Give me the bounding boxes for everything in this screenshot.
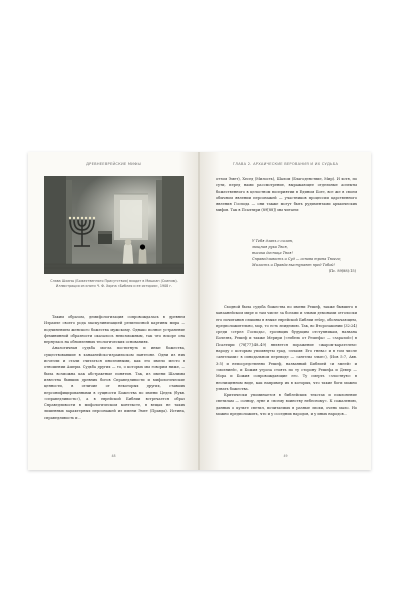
verse-line: мощная рука Твоя,	[252, 245, 288, 249]
body-text	[44, 314, 185, 421]
paragraph: Аналогичная судьба могла постигнуть и иные божества, существовавшие в ханаанейско-израильском пантеоне. Одни из них исчезли и стали считаться иноземными, как это имело место в отношении Ашеры. Судьба других — то, о которых мы говорим ниже, — была возможна как абстрактные понятия. Так, из имени Шалимы известна бывших древних богов Справедливости и мифологические ценности, в отличие от некоторых других, ставших персонифицированными в сущности Божества по имени Цедек (букв. «справедливость»), а в еврейской Библии встречается образ Справедливости в мифологическом контексте, в вещах не таких лишенных характерных персонажей из имени Эмет (Правда). Истина, справедливость и...	[44, 346, 185, 420]
caption-line: Иллюстрация из книги Ч. Ф. Хорна «Библия и ее история», 1908 г.	[55, 284, 173, 288]
paragraph: оттом Эмет), Хесед (Милость), Шалом (Благоденствие, Мир). И хотя, по сути, перед нами рассмотрение, выражающее отдельные аспекты божественного в целостном восприятии в Едином Боге, все же в своем обычном явлении персонажей — участников процессии царственного явления Господа — они также могут быть рудиментами архаических мифов. Так в Псалтири (89[88]) мы читаем:	[216, 177, 357, 213]
paragraph: Сходной была судьба божества по имени Решеф, также бывшего в ханаанейском мире и там числе за богами и злыми демонами отголоски его почитания слышны в языке еврейской Библии rešep, обозначающем, предположительно, мор, то есть эпидемию. Так, во Второзаконии (32:24) среди «стрел Господа», грозящих будущим отступникам, названа Болезнь, Решеф и также Мерири («гибель от Решефа» — «заразой») в Псалтири (78[77]:48–49) является поражение «жаром-карателем» народу с которым упомянуты град, «пламя: Его гнева» и в том числе «ангелами» в синодальном переводе — «ангелы злые»), (Иов 5:7, Авв. 3:5) и непосредственно Решеф, названный Библией «и змеей» и «молнией», и Божия угроза стоять по ту сторону Решефа и Девер — Мора и Божия сопровождающие его. Ту смерть «злостную» в неочищенном виде, как например их в которых, что такие боги можно узнать божества.	[216, 305, 357, 391]
left-page	[28, 152, 199, 470]
body-text-bottom	[216, 304, 357, 417]
verse-quote	[252, 238, 360, 274]
page-number: 48	[111, 454, 116, 458]
paragraph: Таким образом, демифологизация сопровождалась в древнем Израиле своего рода маскулинизацией религиозной картины мира — подчинением женского божества мужскому. Однако полное устранение фемининной образности оказалось невозможным, так что вскоре она вернулась на обновленных теологических основаниях.	[44, 315, 185, 345]
verse-line: Милость и Правда выступают пред Тобой!	[252, 263, 335, 267]
page-number: 49	[283, 454, 288, 458]
verse-line: Справедливость и Суд — основа трона Твоего;	[252, 257, 342, 261]
right-page	[200, 152, 371, 470]
temple-scene-image	[44, 176, 184, 274]
running-head: ГЛАВА 2. АРХАИЧЕСКИЕ ВЕРОВАНИЯ И ИХ СУДЬБА	[232, 162, 339, 166]
verse-line: высока десница Твоя!	[252, 251, 293, 255]
paragraph: Критически упоминается в библейских текстах и поклонение светилам — солнцу, луне и «всему воинству небесному». К сожалению, данных о культе светил, почитаемых в разные эпохи, очень мало. Но можно предположить, что и у соседних народов, и у иных народов...	[216, 393, 357, 417]
figure-caption	[50, 279, 178, 289]
verse-reference: (Пс. 89(88):15)	[328, 269, 356, 273]
running-head: ДРЕВНЕЕВРЕЙСКИЕ МИФЫ	[86, 162, 141, 166]
book-spread	[28, 152, 371, 470]
verse-line: У Тебя длань с силою,	[252, 239, 294, 243]
caption-line: Слава Шхины (Божественного Присутствия) входит в Мишкан (Скинию).	[50, 279, 178, 283]
body-text-top	[216, 176, 357, 214]
illustration	[44, 176, 184, 274]
